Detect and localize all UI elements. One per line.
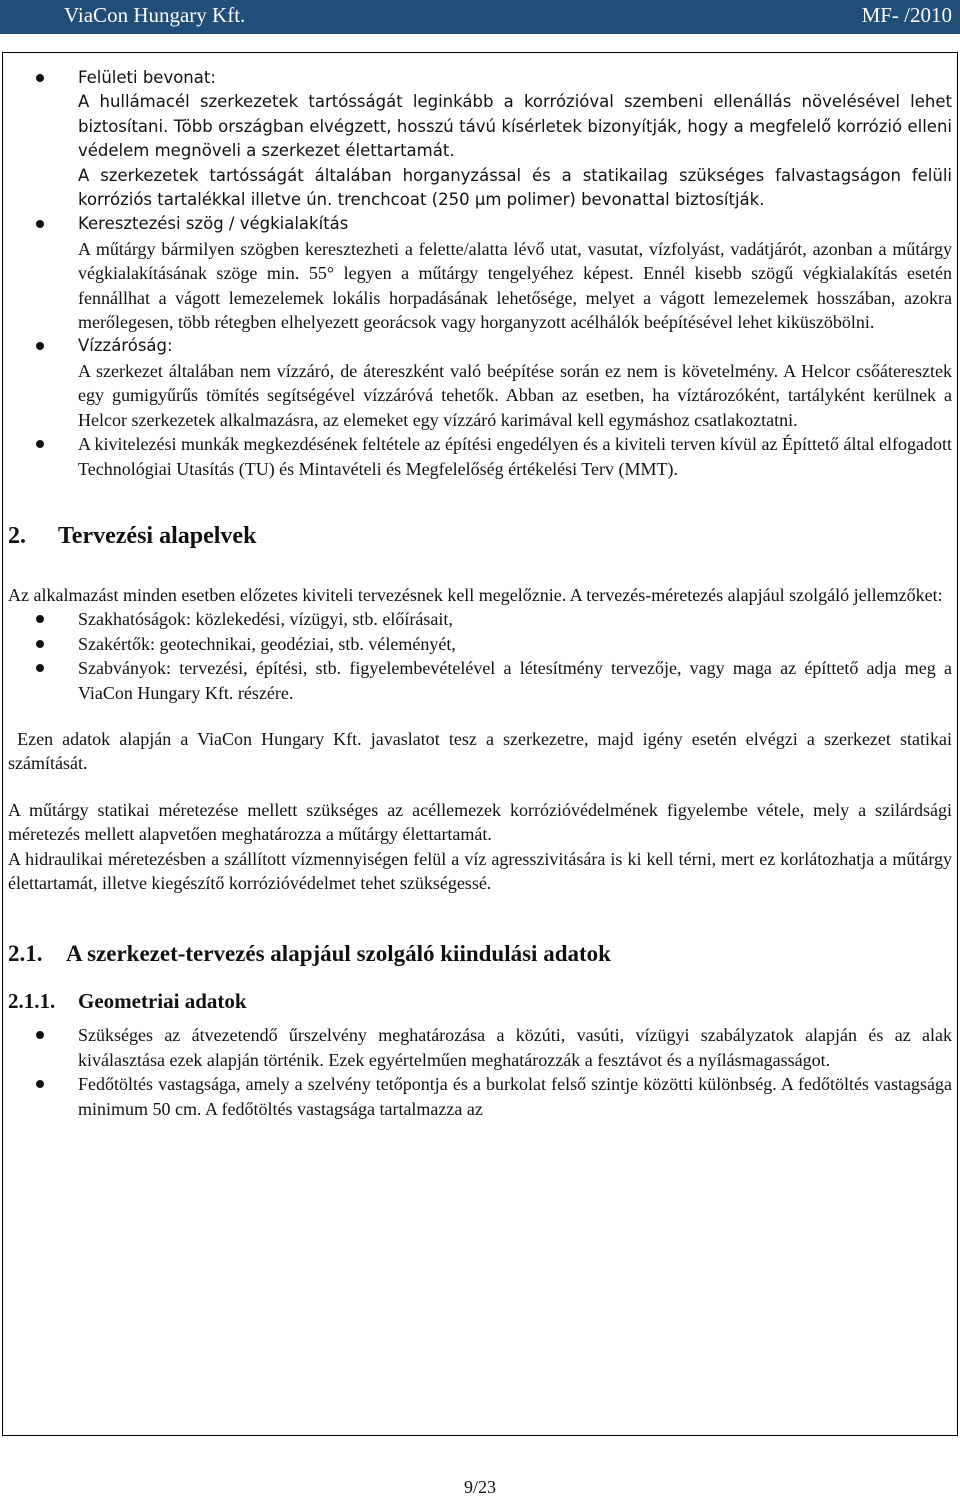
- sources-list: [8, 607, 952, 705]
- item-text: Szakértők: geotechnikai, geodéziai, stb. véleményét,: [78, 633, 456, 654]
- item-text: A kivitelezési munkák megkezdésének feltétele az építési engedélyen és a kiviteli terven kívül az Építtető által elfogadott Technológiai Utasítás (TU) és Mintavételi és Megfelelőség értékelési Terv (MMT).: [78, 434, 952, 479]
- header-company: ViaCon Hungary Kft.: [64, 3, 246, 27]
- subsection-number: 2.1.: [8, 941, 43, 967]
- list-item: [8, 212, 952, 334]
- list-item: [8, 66, 952, 212]
- page-header: [0, 0, 960, 34]
- page-number: 9/23: [463, 1477, 496, 1497]
- item-text: Fedőtöltés vastagsága, amely a szelvény tetőpontja és a burkolat felső szintje közötti különbség. A fedőtöltés vastagsága minimum 50 cm. A fedőtöltés vastagsága tartalmazza az: [78, 1074, 952, 1119]
- list-item: [8, 607, 952, 631]
- subsubsection-number: 2.1.1.: [8, 989, 56, 1014]
- list-item: [8, 432, 952, 481]
- item-text: Szükséges az átvezetendő űrszelvény meghatározása a közúti, vasúti, vízügyi szabályzatok alapján és az alak kiválasztása ezek alapján történik. Ezek egyértelműen meghatározzák a fesztávot és a nyílásmagasságot.: [78, 1025, 952, 1070]
- list-item: [8, 1072, 952, 1121]
- paragraph: A hidraulikai méretezésben a szállított vízmennyiségen felül a víz agresszivitására is ki kell térni, mert ez korlátozhatja a műtárgy élettartamát, illetve kiegészítő korrózióvédelmet tehet szükségessé.: [8, 848, 952, 893]
- list-item: [8, 656, 952, 705]
- item-text: A hullámacél szerkezetek tartósságát leginkább a korrózióval szembeni ellenállás növelésével lehet biztosítani. Több országban elvégzett, hosszú távú kísérletek bizonyítják, hogy a megfelelő korrózió elleni védelem megnöveli a szerkezet élettartamát.: [78, 92, 952, 161]
- section-heading: [8, 521, 952, 551]
- paragraph: Ezen adatok alapján a ViaCon Hungary Kft. javaslatot tesz a szerkezetre, majd igény esetén elvégzi a szerkezet statikai számítását.: [8, 728, 957, 774]
- item-text: A műtárgy bármilyen szögben keresztezheti a felette/alatta lévő utat, vasutat, vízfolyást, vadátjárót, azonban a műtárgy végkialakításának szöge min. 55° legyen a műtárgy tengelyéhez képest. Ennél kisebb szögű végkialakítás esetén fennállhat a vágott lemezelemek lokális horpadásának lehetősége, melyet a vágott lemezelemek hosszában, azokra merőlegesen, több rétegben elhelyezett georácsok vagy horganyzott acélhálók beépítésével lehet kiküszöbölni.: [78, 238, 952, 333]
- item-text: A szerkezetek tartósságát általában horganyzással és a statikailag szükséges falvastagságon felüli korróziós tartalékkal illetve ún. trenchcoat (250 µm polimer) bevonattal biztosítják.: [78, 165, 952, 210]
- section-number: 2.: [8, 522, 26, 549]
- item-text: Szabványok: tervezési, építési, stb. figyelembevételével a létesítmény tervezője, vagy maga az építtető adja meg a ViaCon Hungary Kft. részére.: [78, 658, 952, 703]
- requirements-list: [8, 66, 952, 481]
- document-body: [8, 66, 957, 1121]
- item-text: A szerkezet általában nem vízzáró, de átereszként való beépítése során ez nem is követelmény. A Helcor csőáteresztek egy gumigyűrűs tömítés segítségével vízzáróvá tehetők. Abban az esetben, ha víztározóként, tartályként kerülnek a Helcor szerkezetek alkalmazásra, az elemeket egy vízzáró karimával kell egymáshoz csatlakoztatni.: [78, 360, 952, 430]
- paragraph: A műtárgy statikai méretezése mellett szükséges az acéllemezek korrózióvédelmének figyelembe vétele, mely a szilárdsági méretezés mellett alapvetően meghatározza a műtárgy élettartamát.: [8, 799, 952, 845]
- list-item: [8, 1023, 952, 1072]
- item-title: Vízzáróság:: [78, 336, 173, 356]
- list-item: [8, 334, 952, 432]
- section-title: Tervezési alapelvek: [58, 522, 257, 549]
- section-intro: Az alkalmazást minden esetben előzetes kiviteli tervezésnek kell megelőznie. A tervezés-méretezés alapjául szolgáló jellemzőket:: [8, 584, 943, 605]
- header-doc-code: MF- /2010: [861, 3, 952, 27]
- subsection-heading: [8, 939, 952, 969]
- list-item: [8, 632, 952, 656]
- item-title: Keresztezési szög / végkialakítás: [78, 214, 349, 234]
- subsubsection-title: Geometriai adatok: [78, 989, 247, 1014]
- item-text: Szakhatóságok: közlekedési, vízügyi, stb. előírásait,: [78, 609, 453, 630]
- item-title: Felületi bevonat:: [78, 68, 216, 87]
- subsubsection-heading: [8, 987, 952, 1015]
- geometry-list: [8, 1023, 952, 1121]
- subsection-title: A szerkezet-tervezés alapjául szolgáló kiindulási adatok: [66, 941, 611, 967]
